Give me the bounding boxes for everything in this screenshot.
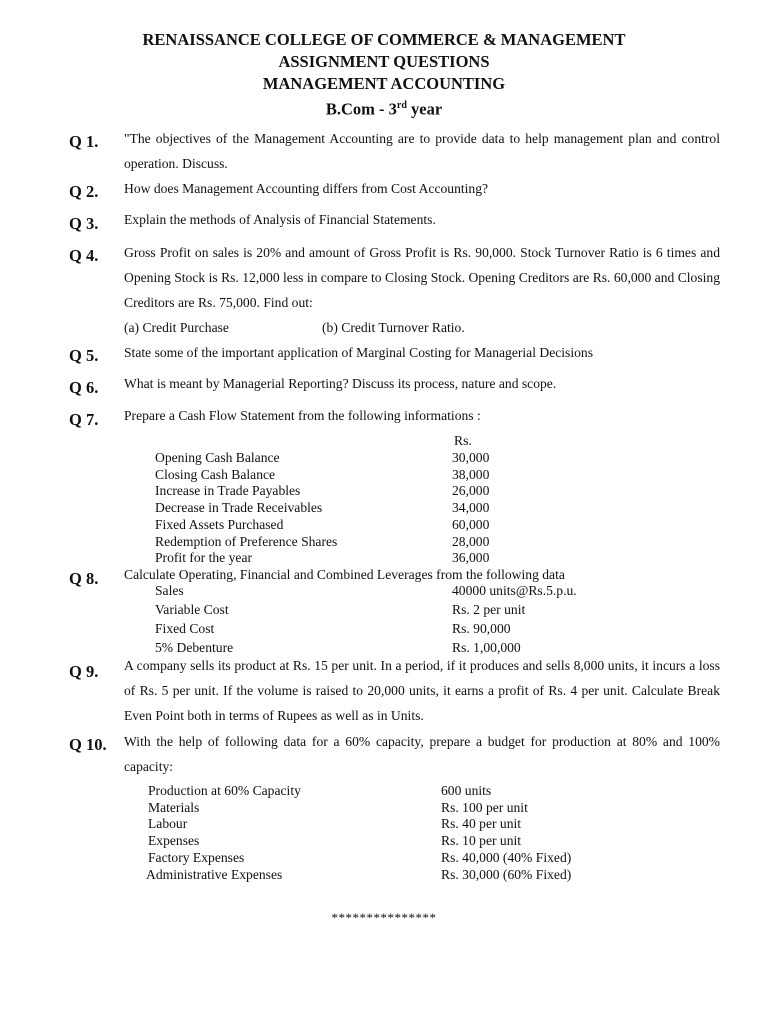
question-number: Q 1. xyxy=(69,132,99,151)
table-row-value: 30,000 xyxy=(452,450,490,465)
table-row-label: 5% Debenture xyxy=(155,640,234,655)
table-row-value: 36,000 xyxy=(452,550,490,565)
table-row-label: Closing Cash Balance xyxy=(155,467,276,482)
question-text: State some of the important application of Marginal Costing for Managerial Decisions xyxy=(124,345,594,360)
table-row-label: Fixed Cost xyxy=(155,621,215,636)
table-row-value: 60,000 xyxy=(452,517,490,532)
table-row-label: Variable Cost xyxy=(155,602,229,617)
question-number: Q 3. xyxy=(69,214,99,233)
table-row-value: Rs. 40 per unit xyxy=(441,816,522,831)
question-text: Gross Profit on sales is 20% and amount of Gross Profit is Rs. 90,000. Stock Turnover Ratio is 6 times and Opening Stock is Rs. 12,000 less in compare to Closing Stock. Opening Creditors are Rs. 60,000 and Closing Creditors are Rs. 75,000. Find out: xyxy=(124,245,720,310)
question-text: "The objectives of the Management Accounting are to provide data to help management plan and control operation. Discuss. xyxy=(124,131,720,171)
table-row-label: Production at 60% Capacity xyxy=(148,783,301,798)
question-text: How does Management Accounting differs from Cost Accounting? xyxy=(124,181,489,196)
table-row-value: Rs. 100 per unit xyxy=(441,800,528,815)
table-row-value: 34,000 xyxy=(452,500,490,515)
table-row-value: 600 units xyxy=(441,783,492,798)
end-marker: *************** xyxy=(331,910,437,925)
course-superscript: rd xyxy=(396,100,407,111)
table-row-label: Profit for the year xyxy=(155,550,253,565)
table-row-value: Rs. 90,000 xyxy=(452,621,511,636)
table-row-value: Rs. 10 per unit xyxy=(441,833,522,848)
table-row-label: Fixed Assets Purchased xyxy=(155,517,284,532)
question-text: Explain the methods of Analysis of Financial Statements. xyxy=(124,212,436,227)
question-number: Q 8. xyxy=(69,569,99,588)
table-row-label: Decrease in Trade Receivables xyxy=(155,500,323,515)
table-row-value: 28,000 xyxy=(452,534,490,549)
question-number: Q 10. xyxy=(69,735,107,754)
table-row-label: Sales xyxy=(155,583,184,598)
document-type: ASSIGNMENT QUESTIONS xyxy=(278,52,490,71)
question-number: Q 2. xyxy=(69,182,99,201)
table-row-value: 26,000 xyxy=(452,483,490,498)
table-row-label: Increase in Trade Payables xyxy=(155,483,301,498)
question-number: Q 5. xyxy=(69,346,99,365)
question-number: Q 9. xyxy=(69,662,99,681)
college-name: RENAISSANCE COLLEGE OF COMMERCE & MANAGEMENT xyxy=(142,30,626,49)
table-row-label: Administrative Expenses xyxy=(146,867,283,882)
table-row-value: Rs. 30,000 (60% Fixed) xyxy=(441,867,572,882)
table-row-label: Labour xyxy=(148,816,188,831)
table-row-value: Rs. 40,000 (40% Fixed) xyxy=(441,850,572,865)
subject-title: MANAGEMENT ACCOUNTING xyxy=(262,74,506,93)
table-row-label: Factory Expenses xyxy=(148,850,245,865)
course-year xyxy=(0,95,768,121)
table-row-label: Materials xyxy=(148,800,200,815)
question-text: A company sells its product at Rs. 15 per unit. In a period, if it produces and sells 8,000 units, it incurs a loss of Rs. 5 per unit. If the volume is raised to 20,000 units, it earns a profit of Rs. 4 per unit. Calculate Break Even Point both in terms of Rupees as well as in Units. xyxy=(124,658,720,723)
question-text: Calculate Operating, Financial and Combined Leverages from the following data xyxy=(124,567,565,582)
table-row-label: Opening Cash Balance xyxy=(155,450,280,465)
table-row-label: Expenses xyxy=(148,833,200,848)
question-number: Q 7. xyxy=(69,410,99,429)
table-row-value: Rs. 2 per unit xyxy=(452,602,526,617)
question-text: Prepare a Cash Flow Statement from the following informations : xyxy=(124,408,481,423)
table-row-value: 38,000 xyxy=(452,467,490,482)
table-row-value: 40000 units@Rs.5.p.u. xyxy=(452,583,577,598)
column-header: Rs. xyxy=(454,433,472,448)
question-text: What is meant by Managerial Reporting? Discuss its process, nature and scope. xyxy=(124,376,557,391)
question-part-b: (b) Credit Turnover Ratio. xyxy=(322,320,465,335)
question-number: Q 6. xyxy=(69,378,99,397)
question-part-a: (a) Credit Purchase xyxy=(124,320,229,335)
question-text: With the help of following data for a 60% capacity, prepare a budget for production at 80% and 100% capacity: xyxy=(124,734,720,774)
table-row-value: Rs. 1,00,000 xyxy=(452,640,521,655)
question-number: Q 4. xyxy=(69,246,99,265)
course-label: B.Com - 3 xyxy=(325,99,397,119)
course-suffix: year xyxy=(406,99,443,119)
table-row-label: Redemption of Preference Shares xyxy=(155,534,338,549)
